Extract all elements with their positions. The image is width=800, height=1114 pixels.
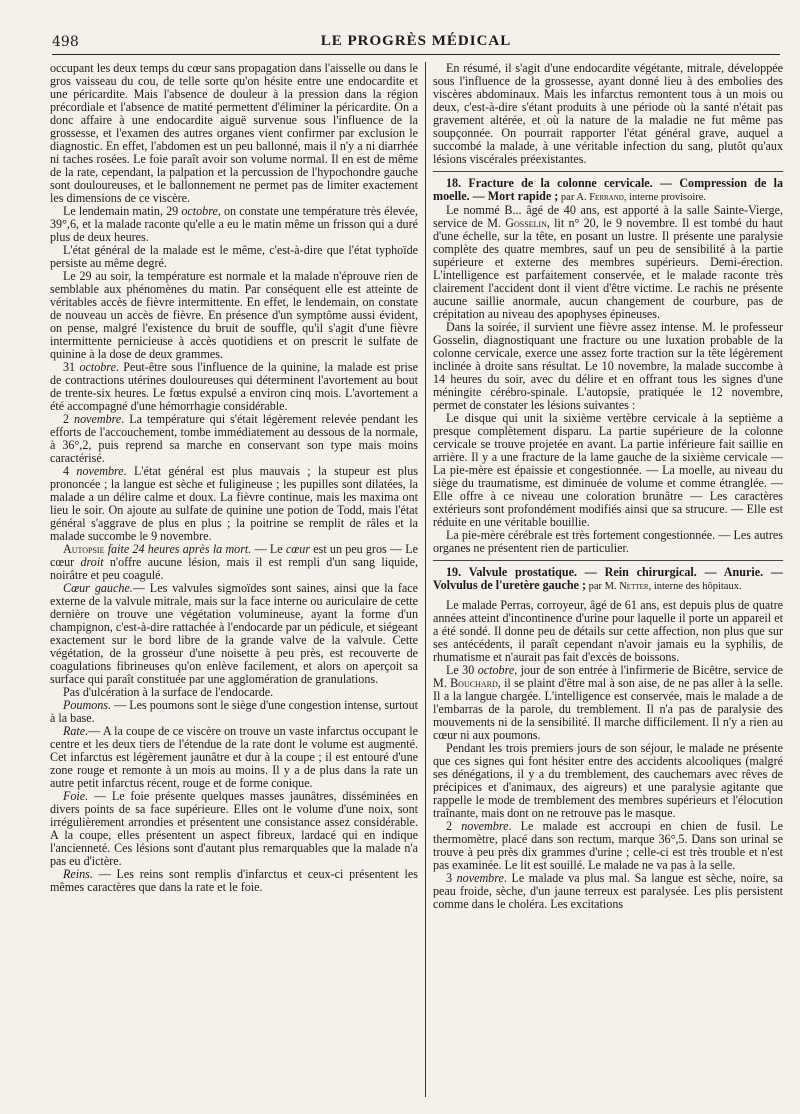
page-number: 498 bbox=[52, 34, 79, 50]
paragraph: Pas d'ulcération à la surface de l'endocarde. bbox=[63, 685, 274, 699]
paragraph: Le nommé B... âgé de 40 ans, est apporté à la salle Sainte-Vierge, service de M. Gosselin, lit n° 20, le 9 novembre. Il est tombé du haut d'une échelle, sur la tête, en posant un lustre. Il présente une paralysie complète des quatre membres, sauf un peu de sensibilité à la partie supérieure et externe des membres supérieurs. Demi-érection. L'intelligence est parfaitement conservée, et le malade raconte très clairement l'accident dont il vient d'être victime. Le rachis ne présente aucune saillie anormale, aucun changement de courbure, pas de crépitation au niveau des apophyses épineuses. bbox=[433, 203, 783, 321]
paragraph: 4 novembre. L'état général est plus mauvais ; la stupeur est plus prononcée ; la langue est sèche et fuligineuse ; les pupilles sont dilatées, la malade a un délire calme et doux. La fièvre continue, mais les maxima ont lieu le soir. On ajoute au sulfate de quinine une potion de Todd, mais l'état général s'aggrave de plus en plus ; la poitrine se remplit de râles et la malade succombe le 9 novembre. bbox=[50, 464, 418, 543]
paragraph: Reins. — Les reins sont remplis d'infarctus et ceux-ci présentent les mêmes caractères que dans la rate et le foie. bbox=[50, 867, 418, 894]
paragraph: Le 30 octobre, jour de son entrée à l'infirmerie de Bicêtre, service de M. Bouchard, il se plaint d'être mal à son aise, de ne pas aller à la selle. Il a la langue chargée. L'intelligence est conservée, mais le malade a de l'embarras de la parole, du tremblement. Il n'a pas de paralysie des mouvements ni de la sensibilité. Il marche difficilement. Il n'y a rien au cœur ni aux poumons. bbox=[433, 663, 783, 742]
paragraph: L'état général de la malade est le même, c'est-à-dire que l'état typhoïde persiste au même degré. bbox=[50, 243, 418, 270]
running-title: LE PROGRÈS MÉDICAL bbox=[320, 33, 512, 49]
paragraph: Pendant les trois premiers jours de son séjour, le malade ne présente que ces signes qui font hésiter entre des accidents alcooliques (malgré ses dénégations, il y a du tremblement, des cauchemars avec rêves de précipices et d'animaux, des aigreurs) et une paralysie agitante que rappelle le mode de tremblement des membres supérieurs et l'élocution traînante, mais dont on ne retrouve pas le masque. bbox=[433, 741, 783, 820]
paragraph: 3 novembre. Le malade va plus mal. Sa langue est sèche, noire, sa peau froide, sèche, d'un jaune terreux est paralysée. Les plis persistent comme dans le choléra. Les excitations bbox=[433, 871, 783, 911]
paragraph: Dans la soirée, il survient une fièvre assez intense. M. le professeur Gosselin, diagnostiquant une fracture ou une luxation probable de la colonne cervicale, exerce une assez forte traction sur la tête légèrement inclinée à droite sans résultat. Le 10 novembre, la malade succombe à 14 heures du soir, avec du délire et en offrant tous les signes d'une méningite cérébro-spinale. L'autopsie, pratiquée le 12 novembre, permet de constater les lésions suivantes : bbox=[433, 320, 783, 412]
paragraph: 2 novembre. La température qui s'était légèrement relevée pendant les efforts de l'accouchement, tombe immédiatement au dessous de la normale, à 36°,2, puis reprend sa marche en conservant son type mais moins caractérisé. bbox=[50, 412, 418, 465]
right-column bbox=[433, 62, 783, 1097]
paragraph: occupant les deux temps du cœur sans propagation dans l'aisselle ou dans le gros vaisseau du cou, de telle sorte qu'on hésite entre une endocardite et une péricardite. Mais l'absence de douleur à la pression dans la région précordiale et l'absence de matité permettent d'éliminer la péricardite. On a donc affaire à une endocardite aiguë survenue sous l'influence de la grossesse, et l'examen des autres organes vient confirmer par exclusion le diagnostic. En effet, l'abdomen est un peu ballonné, mais il n'y a ni diarrhée ni taches rosées. Le foie paraît avoir son volume normal. Il en est de même de la rate, cependant, la palpation et la percussion de l'hypochondre gauche sont douloureuses, et le ballonnement ne permet pas de limiter exactement les dimensions de ce viscère. bbox=[50, 62, 418, 205]
article-title: 19. Valvule prostatique. — Rein chirurgical. — Anurie. — Volvulus de l'uretère gauche ; bbox=[433, 565, 783, 592]
article-byline: par A. Ferrand, interne provisoire. bbox=[558, 192, 707, 203]
article-title: 18. Fracture de la colonne cervicale. — Compression de la moelle. — Mort rapide ; bbox=[433, 176, 783, 203]
paragraph: Le 29 au soir, la température est normale et la malade n'éprouve rien de semblable aux phénomènes du matin. Par conséquent elle est atteinte de véritables accès de fièvre intermittente. En effet, le lendemain, on constate de nouveau un accès de fièvre. En présence d'un symptôme aussi évident, on pense, malgré l'existence du bruit de souffle, qu'il s'agit d'une fièvre intermittente pernicieuse à accès quotidiens et on prescrit le sulfate de quinine à la dose de deux grammes. bbox=[50, 269, 418, 361]
paragraph: La pie-mère cérébrale est très fortement congestionnée. — Les autres organes ne présentent rien de particulier. bbox=[433, 529, 783, 561]
paragraph: Poumons. — Les poumons sont le siège d'une congestion intense, surtout à la base. bbox=[50, 698, 418, 725]
paragraph: Foie. — Le foie présente quelques masses jaunâtres, disséminées en divers points de sa face supérieure. Elles ont le volume d'une noix, sont irrégulièrement arrondies et présentent une consistance assez considérable. A la coupe, elles présentent un aspect fibreux, lardacé qui en indique l'ancienneté. Ces lésions sont d'autant plus remarquables que la malade n'a pas eu d'ictère. bbox=[50, 789, 418, 868]
paragraph: 31 octobre. Peut-être sous l'influence de la quinine, la malade est prise de contractions utérines douloureuses qui déterminent l'avortement au bout de trente-six heures. Le fœtus expulsé a environ cinq mois. L'avortement a été accompagné d'une hémorrhagie considérable. bbox=[50, 360, 418, 413]
paragraph: 2 novembre. Le malade est accroupi en chien de fusil. Le thermomètre, placé dans son rectum, marque 36°,5. Dans son urinal se trouve à peu près dix grammes d'urine ; celle-ci est très trouble et n'est pas examinée. Le lit est souillé. Le malade ne va pas à la selle. bbox=[433, 819, 783, 872]
column-divider bbox=[425, 62, 426, 1097]
article-heading bbox=[433, 566, 783, 593]
paragraph: Cœur gauche.— Les valvules sigmoïdes sont saines, ainsi que la face externe de la valvule mitrale, mais sur la face interne ou auriculaire de cette dernière on trouve une végétation volumineuse, ayant la forme d'un champignon, c'est-à-dire rattachée à l'endocarde par un pédicule, et siégeant exactement sur le bord libre de la grande valve de la valvule. Cette végétation, de la grosseur d'une noisette à peu près, est recouverte de coagulations fibrineuses qu'on enlève facilement, et alors on aperçoit sa surface qui paraît constituée par une agglomération de granulations. bbox=[50, 581, 418, 686]
article-heading bbox=[433, 177, 783, 204]
article-byline: par M. Netter, interne des hôpitaux. bbox=[585, 581, 742, 592]
paragraph: En résumé, il s'agit d'une endocardite végétante, mitrale, développée sous l'influence de la grossesse, ayant donné lieu à des embolies des viscères abdominaux. Mais les infarctus remontent tous à un mois ou deux, c'est-à-dire s'étant produits à une période où la santé n'était pas gravement altérée, et où la nature de la maladie ne fut même pas soupçonnée. On pourrait rapporter l'état général grave, auquel a succombé la malade, à une véritable infection du sang, plutôt qu'aux lésions viscérales préexistantes. bbox=[433, 62, 783, 172]
paragraph: Le disque qui unit la sixième vertèbre cervicale à la septième a presque complètement disparu. La partie supérieure de la colonne cervicale se trouve projetée en avant. La partie inférieure fait saillie en arrière. Il y a une fracture de la lame gauche de la sixième cervicale — La pie-mère est épaissie et congestionnée. — La moelle, au niveau du siège du traumatisme, est diminuée de volume et comme étranglée. — Elle offre à ce niveau une coloration brunâtre — Les caractères extérieurs sont profondément modifiés ainsi que sa strucure. — Elle est réduite en une véritable bouillie. bbox=[433, 411, 783, 529]
page-header bbox=[52, 30, 780, 55]
left-column bbox=[50, 62, 418, 1097]
paragraph: Autopsie faite 24 heures après la mort. — Le cœur est un peu gros — Le cœur droit n'offre aucune lésion, mais il est rempli d'un sang liquide, noirâtre et peu coagulé. bbox=[50, 542, 418, 582]
paragraph: Rate.— A la coupe de ce viscère on trouve un vaste infarctus occupant le centre et les deux tiers de l'étendue de la rate dont le volume est augmenté. Cet infarctus est légèrement jaunâtre et dur à la coupe ; il est entouré d'une zone rouge et remonte à un mois au moins. Il y a de plus dans la rate un autre petit infarctus récent, rouge et de forme conique. bbox=[50, 724, 418, 790]
paragraph: Le malade Perras, corroyeur, âgé de 61 ans, est depuis plus de quatre années atteint d'incontinence d'urine pour laquelle il porte un appareil et a été sondé. Il donne peu de détails sur cette affection, non plus que sur ses antécédents, il paraît cependant n'avoir jamais eu la syphilis, de rhumatisme et n'aurait pas fait d'excès de boissons. bbox=[433, 598, 783, 664]
paragraph: Le lendemain matin, 29 octobre, on constate une température très élevée, 39°,6, et la malade raconte qu'elle a eu le matin même un frisson qui a duré plus de deux heures. bbox=[50, 204, 418, 244]
